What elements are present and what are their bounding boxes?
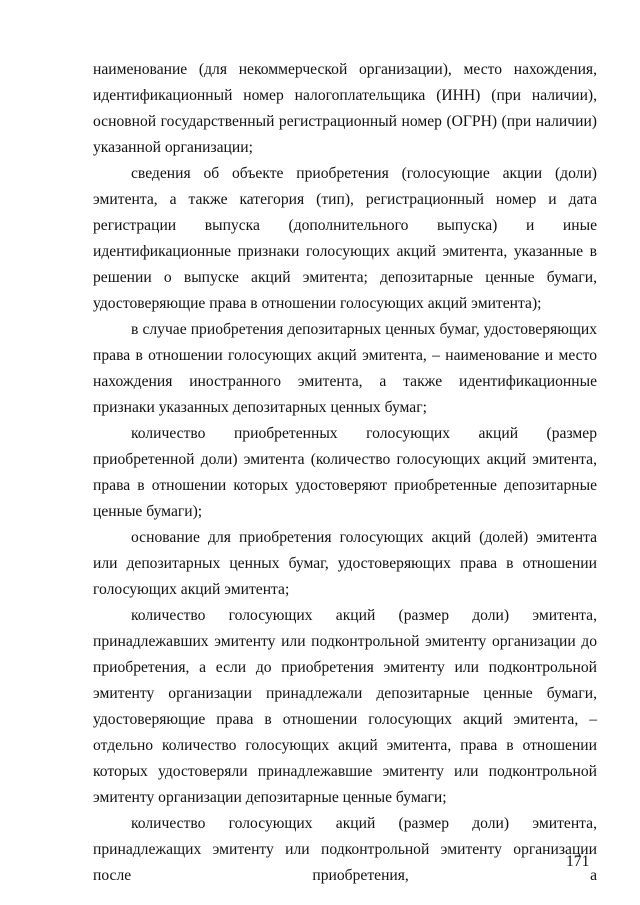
page-number: 171	[566, 853, 590, 870]
paragraph-7: количество голосующих акций (размер доли) эмитента, принадлежащих эмитенту или подконтрольной эмитенту организации после приобретения, а	[93, 815, 597, 884]
paragraph-2: сведения об объекте приобретения (голосующие акции (доли) эмитента, а также категория (тип), регистрационный номер и дата регистрации выпуска (дополнительного выпуска) и иные идентификационные признаки голосующих акций эмитента, указанные в решении о выпуске акций эмитента; депозитарные ценные бумаги, удостоверяющие права в отношении голосующих акций эмитента);	[93, 165, 597, 312]
paragraph-5: основание для приобретения голосующих акций (долей) эмитента или депозитарных ценных бумаг, удостоверяющих права в отношении голосующих акций эмитента;	[93, 529, 597, 598]
body-text	[93, 57, 597, 889]
paragraph-4: количество приобретенных голосующих акций (размер приобретенной доли) эмитента (количество голосующих акций эмитента, права в отношении которых удостоверяют приобретенные депозитарные ценные бумаги);	[93, 425, 597, 520]
paragraph-3: в случае приобретения депозитарных ценных бумаг, удостоверяющих права в отношении голосующих акций эмитента, – наименование и место нахождения иностранного эмитента, а также идентификационные признаки указанных депозитарных ценных бумаг;	[93, 321, 597, 416]
paragraph-1: наименование (для некоммерческой организации), место нахождения, идентификационный номер налогоплательщика (ИНН) (при наличии), основной государственный регистрационный номер (ОГРН) (при наличии) указанной организации;	[93, 61, 597, 156]
paragraph-6: количество голосующих акций (размер доли) эмитента, принадлежавших эмитенту или подконтрольной эмитенту организации до приобретения, а если до приобретения эмитенту или подконтрольной эмитенту организации принадлежали депозитарные ценные бумаги, удостоверяющие права в отношении голосующих акций эмитента, – отдельно количество голосующих акций эмитента, права в отношении которых удостоверяли принадлежавшие эмитенту или подконтрольной эмитенту организации депозитарные ценные бумаги;	[93, 607, 597, 806]
